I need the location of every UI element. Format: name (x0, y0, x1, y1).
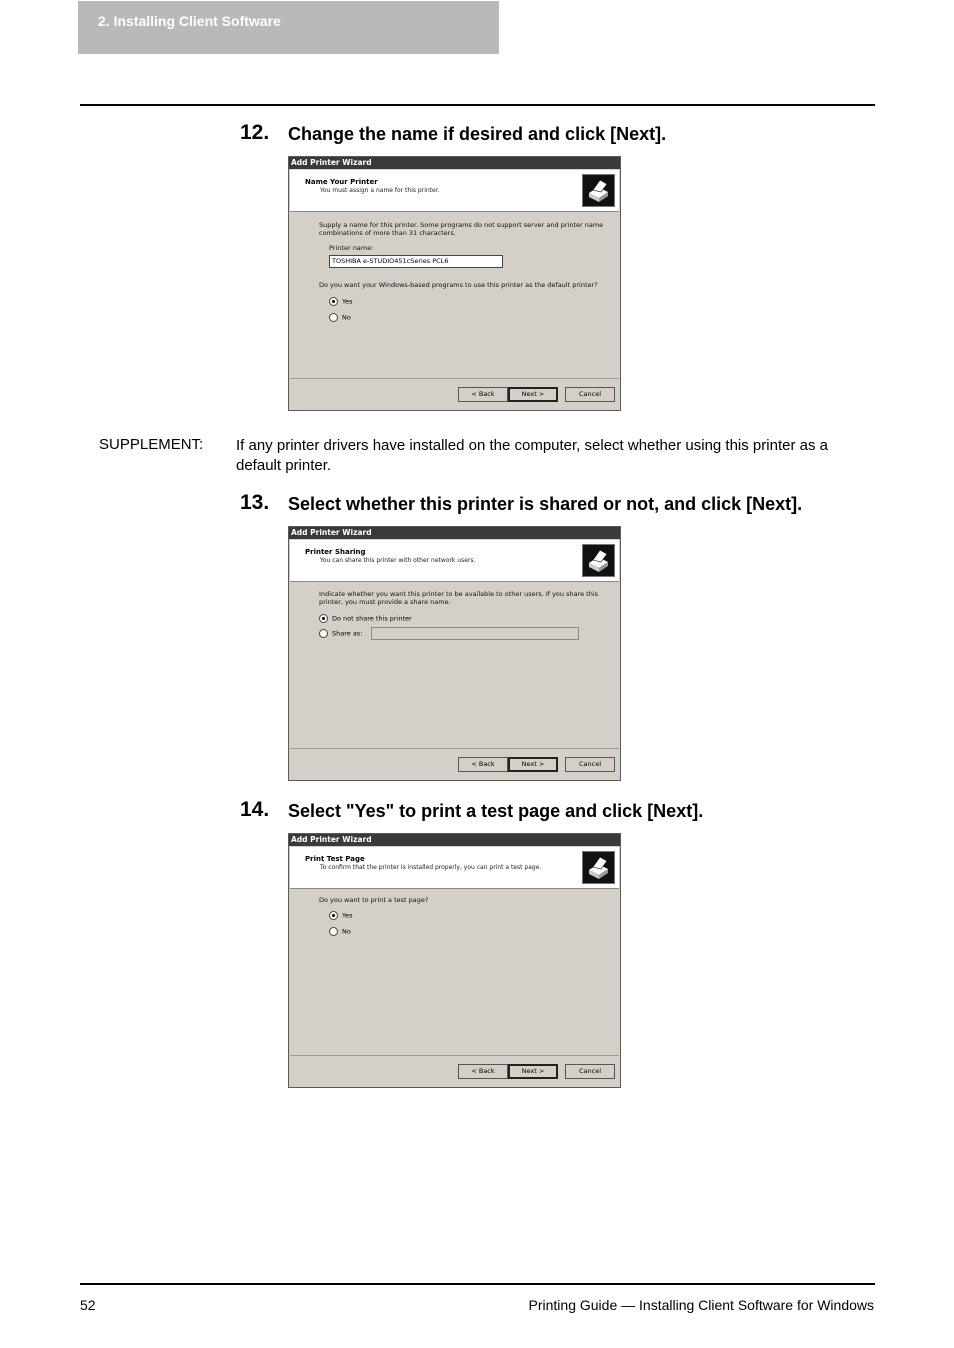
section-header-band (78, 1, 499, 54)
button-separator (290, 748, 619, 749)
printer-icon (582, 851, 615, 884)
share-name-input[interactable] (371, 627, 579, 640)
radio-selected-icon (329, 297, 338, 306)
body-text: Supply a name for this printer. Some programs do not support server and printer name (319, 221, 604, 229)
body-text: combinations of more than 31 characters. (319, 229, 456, 237)
radio-yes[interactable]: Yes (329, 297, 353, 307)
wizard-subheading: You can share this printer with other network users. (320, 557, 476, 564)
next-button[interactable]: Next > (508, 1064, 558, 1079)
cancel-button[interactable]: Cancel (565, 387, 615, 402)
printer-name-label: Printer name: (329, 244, 374, 252)
cancel-button[interactable]: Cancel (565, 757, 615, 772)
radio-share-as[interactable]: Share as: (319, 629, 362, 639)
back-button[interactable]: < Back (458, 1064, 508, 1079)
page-number: 52 (80, 1297, 96, 1313)
radio-no[interactable]: No (329, 313, 351, 323)
add-printer-wizard-sharing (288, 526, 621, 781)
wizard-header (290, 540, 619, 582)
dialog-titlebar: Add Printer Wizard (289, 527, 620, 539)
body-text: Indicate whether you want this printer to be available to other users. If you share this (319, 590, 599, 598)
printer-icon (582, 544, 615, 577)
radio-no[interactable]: No (329, 927, 351, 937)
button-separator (290, 1055, 619, 1056)
cancel-button[interactable]: Cancel (565, 1064, 615, 1079)
back-button[interactable]: < Back (458, 387, 508, 402)
step-instruction: Change the name if desired and click [Next]. (288, 124, 667, 144)
next-button[interactable]: Next > (508, 387, 558, 402)
wizard-heading: Printer Sharing (305, 548, 366, 556)
wizard-header (290, 847, 619, 889)
wizard-subheading: You must assign a name for this printer. (320, 187, 440, 194)
add-printer-wizard-name (288, 156, 621, 411)
radio-selected-icon (329, 911, 338, 920)
test-page-question: Do you want to print a test page? (319, 896, 429, 904)
supplement-label: SUPPLEMENT: (99, 436, 204, 453)
radio-unselected-icon (329, 313, 338, 322)
bottom-rule (80, 1283, 875, 1285)
step-instruction: Select "Yes" to print a test page and click [Next]. (288, 801, 704, 821)
button-separator (290, 378, 619, 379)
wizard-header (290, 170, 619, 212)
section-title: 2. Installing Client Software (98, 13, 281, 29)
radio-yes[interactable]: Yes (329, 911, 353, 921)
next-button[interactable]: Next > (508, 757, 558, 772)
step-instruction: Select whether this printer is shared or not, and click [Next]. (288, 494, 803, 514)
supplement-text: If any printer drivers have installed on the computer, select whether using this printer as a default printer. (236, 437, 828, 474)
radio-selected-icon (319, 614, 328, 623)
wizard-heading: Name Your Printer (305, 178, 378, 186)
step-number: 12. (240, 121, 270, 144)
radio-unselected-icon (319, 629, 328, 638)
back-button[interactable]: < Back (458, 757, 508, 772)
radio-do-not-share[interactable]: Do not share this printer (319, 614, 412, 624)
dialog-titlebar: Add Printer Wizard (289, 834, 620, 846)
radio-unselected-icon (329, 927, 338, 936)
printer-icon (582, 174, 615, 207)
wizard-subheading: To confirm that the printer is installed properly, you can print a test page. (320, 864, 542, 871)
step-number: 13. (240, 491, 270, 514)
default-printer-question: Do you want your Windows-based programs to use this printer as the default printer? (319, 281, 598, 289)
footer-title: Printing Guide — Installing Client Software for Windows (528, 1297, 874, 1313)
step-number: 14. (240, 798, 270, 821)
dialog-titlebar: Add Printer Wizard (289, 157, 620, 169)
add-printer-wizard-test-page (288, 833, 621, 1088)
top-rule (80, 104, 875, 106)
printer-name-input[interactable]: TOSHIBA e-STUDIO451cSeries PCL6 (329, 255, 503, 268)
wizard-heading: Print Test Page (305, 855, 365, 863)
body-text: printer, you must provide a share name. (319, 598, 451, 606)
